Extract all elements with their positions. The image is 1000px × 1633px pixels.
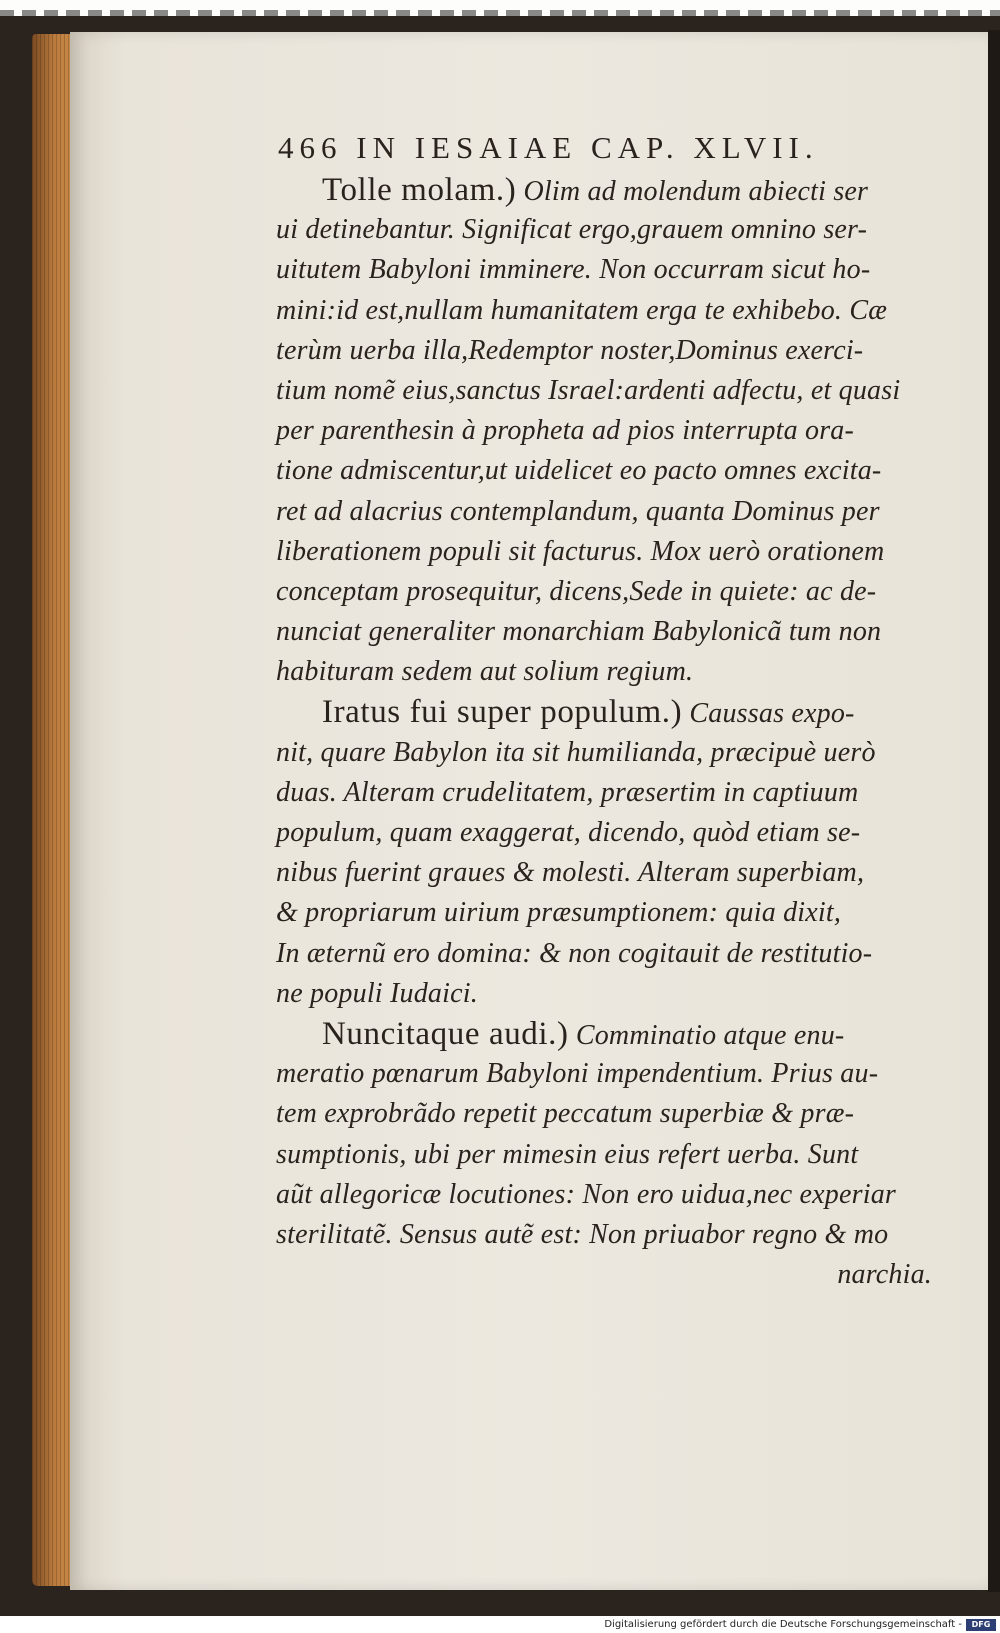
- line-text: tium nomẽ eius,sanctus Israel:ardenti adfectu, et quasi: [276, 374, 901, 406]
- text-line: [276, 1175, 936, 1215]
- line-text: ret ad alacrius contemplandum, quanta Dominus per: [276, 495, 880, 527]
- line-text: aũt allegoricæ locutiones: Non ero uidua,nec experiar: [276, 1178, 897, 1210]
- line-text: Comminatio atque enu-: [568, 1019, 845, 1051]
- text-line: [276, 1054, 936, 1094]
- line-text: sterilitatẽ. Sensus autẽ est: Non priuabor regno & mo: [276, 1218, 889, 1250]
- text-line: [276, 492, 936, 532]
- page-gutter-shadow: [988, 30, 1000, 1592]
- line-text: habituram sedem aut solium regium.: [276, 656, 694, 688]
- line-text: populum, quam exaggerat, dicendo, quòd etiam se-: [276, 817, 861, 848]
- lemma-heading: Iratus fui super populum.): [322, 694, 683, 731]
- line-text: tem exprobrãdo repetit peccatum superbiæ & præ-: [276, 1098, 855, 1130]
- line-text: Olim ad molendum abiecti ser: [516, 176, 869, 207]
- line-text: tione admiscentur,ut uidelicet eo pacto omnes excita-: [276, 455, 882, 487]
- line-text: sumptionis, ubi per mimesin eius refert uerba. Sunt: [276, 1138, 859, 1170]
- footer-bar: [0, 1618, 1000, 1633]
- text-line: [276, 572, 936, 612]
- lemma-heading: Nuncitaque audi.): [322, 1015, 569, 1052]
- text-line: [276, 170, 936, 210]
- text-line: [276, 813, 936, 853]
- line-text: In æternũ ero domina: & non cogitauit de restitutio-: [276, 937, 873, 969]
- line-text: duas. Alteram crudelitatem, præsertim in captiuum: [276, 776, 859, 808]
- line-text: liberationem populi sit facturus. Mox uerò orationem: [276, 535, 885, 567]
- line-text: uitutem Babyloni imminere. Non occurram sicut ho-: [276, 254, 871, 286]
- text-line: [276, 853, 936, 893]
- text-line: [276, 250, 936, 290]
- lemma-heading: Tolle molam.): [322, 172, 517, 208]
- text-line: [276, 331, 936, 371]
- line-text: mini:id est,nullam humanitatem erga te exhibebo. Cæ: [276, 294, 888, 326]
- text-line: [276, 1255, 936, 1295]
- line-text: meratio pœnarum Babyloni impendentium. Prius au-: [276, 1058, 879, 1090]
- text-line: [276, 612, 936, 652]
- running-header: 466 IN IESAIAE CAP. XLVII.: [278, 130, 819, 165]
- text-line: [276, 1215, 936, 1255]
- text-line: [276, 692, 936, 732]
- text-line: [276, 1135, 936, 1175]
- line-text: narchia.: [837, 1259, 932, 1291]
- line-text: & propriarum uirium præsumptionem: quia dixit,: [276, 897, 842, 929]
- text-line: [276, 532, 936, 572]
- line-text: conceptam prosequitur, dicens,Sede in quiete: ac de-: [276, 575, 877, 607]
- line-text: Caussas expo-: [682, 698, 855, 730]
- text-line: [276, 934, 936, 974]
- line-text: per parenthesin à propheta ad pios interrupta ora-: [276, 415, 855, 447]
- text-line: [276, 652, 936, 692]
- text-line: [276, 451, 936, 491]
- text-line: [276, 411, 936, 451]
- text-line: [276, 291, 936, 331]
- footer-credit: Digitalisierung gefördert durch die Deutsche Forschungsgemeinschaft -: [604, 1619, 962, 1630]
- text-line: [276, 733, 936, 773]
- line-text: terùm uerba illa,Redemptor noster,Dominus exerci-: [276, 334, 864, 366]
- text-line: [276, 371, 936, 411]
- text-line: [276, 974, 936, 1014]
- text-line: [276, 210, 936, 250]
- line-text: ui detinebantur. Significat ergo,grauem omnino ser-: [276, 214, 868, 246]
- text-line: [276, 773, 936, 813]
- line-text: nibus fuerint graues & molesti. Alteram superbiam,: [276, 857, 865, 889]
- line-text: ne populi Iudaici.: [276, 977, 478, 1009]
- text-line: [276, 1014, 936, 1054]
- dfg-logo-icon: DFG: [966, 1619, 996, 1631]
- line-text: nit, quare Babylon ita sit humilianda, præcipuè uerò: [276, 736, 876, 768]
- line-text: nunciat generaliter monarchiam Babylonicã tum non: [276, 616, 882, 648]
- text-line: [276, 893, 936, 933]
- text-line: [276, 1094, 936, 1134]
- page-text: [276, 170, 936, 1295]
